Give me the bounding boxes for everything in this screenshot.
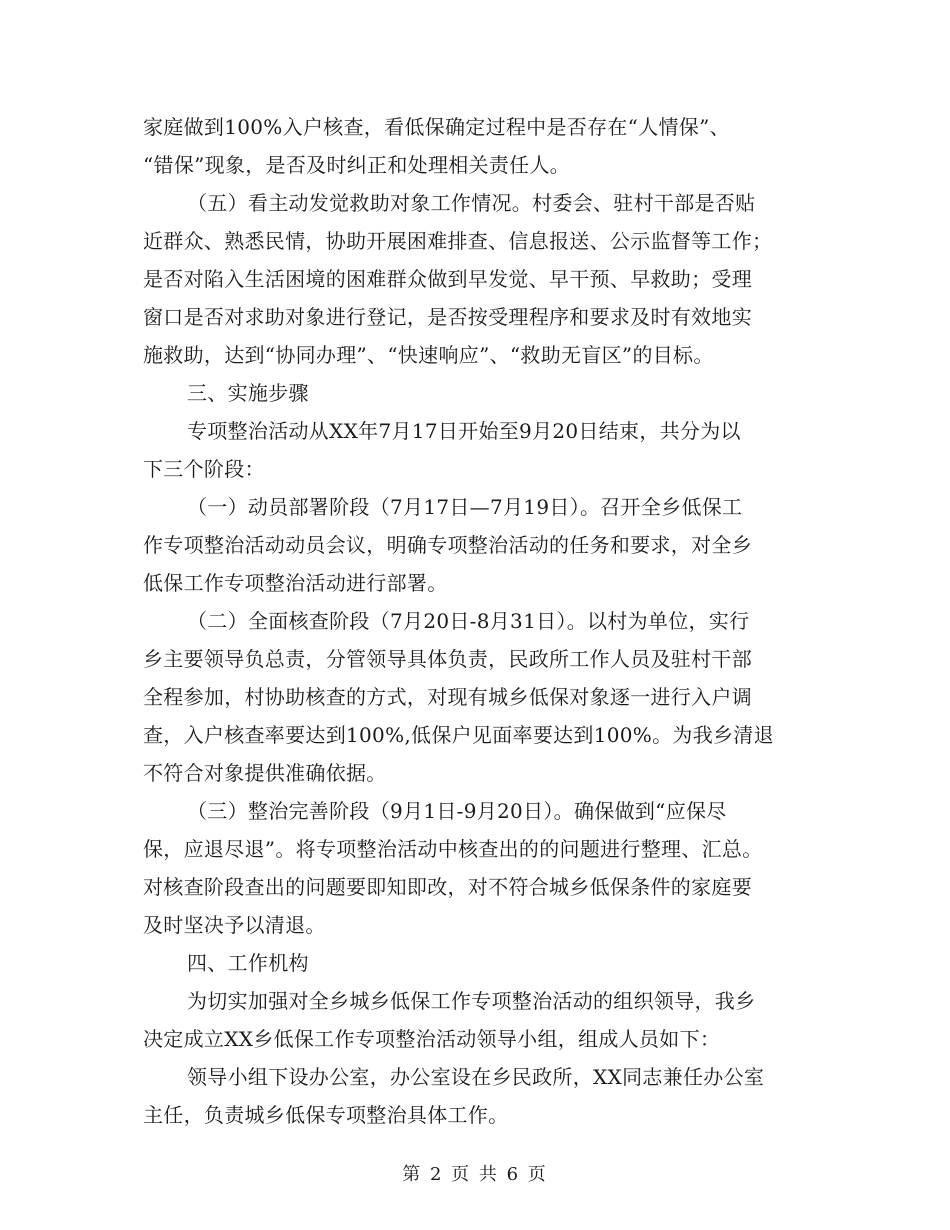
text-line: （五）看主动发觉救助对象工作情况。村委会、驻村干部是否贴 [187, 191, 756, 215]
text-line: “错保”现象，是否及时纠正和处理相关责任人。 [143, 153, 571, 177]
text-line: 家庭做到100%入户核查，看低保确定过程中是否存在“人情保”、 [143, 115, 730, 139]
text-line: （三）整治完善阶段（9月1日-9月20日）。确保做到“应保尽 [187, 799, 727, 823]
text-line: 近群众、熟悉民情，协助开展困难排查、信息报送、公示监督等工作； [143, 229, 773, 253]
text-line: 决定成立XX乡低保工作专项整治活动领导小组，组成人员如下： [143, 1027, 721, 1051]
text-line: 窗口是否对求助对象进行登记，是否按受理程序和要求及时有效地实 [143, 305, 752, 329]
text-line: 主任，负责城乡低保专项整治具体工作。 [143, 1103, 509, 1127]
text-line: 乡主要领导负总责，分管领导具体负责，民政所工作人员及驻村干部 [143, 647, 752, 671]
text-line: 低保工作专项整治活动进行部署。 [143, 571, 448, 595]
text-line: 领导小组下设办公室，办公室设在乡民政所，XX同志兼任办公室 [187, 1065, 765, 1089]
text-line: 施救助，达到“协同办理”、“快速响应”、“救助无盲区”的目标。 [143, 343, 714, 367]
text-line: 及时坚决予以清退。 [143, 913, 326, 937]
text-line: 是否对陷入生活困境的困难群众做到早发觉、早干预、早救助；受理 [143, 267, 752, 291]
text-line: 四、工作机构 [187, 951, 309, 975]
text-line: 查，入户核查率要达到100%,低保户见面率要达到100%。为我乡清退 [143, 723, 774, 747]
page-number-footer: 第 2 页 共 6 页 [402, 1164, 548, 1185]
text-line: 为切实加强对全乡城乡低保工作专项整治活动的组织领导，我乡 [187, 989, 756, 1013]
text-line: 作专项整治活动动员会议，明确专项整治活动的任务和要求，对全乡 [143, 533, 752, 557]
text-line: （二）全面核查阶段（7月20日-8月31日）。以村为单位，实行 [187, 609, 750, 633]
text-line: 全程参加，村协助核查的方式，对现有城乡低保对象逐一进行入户调 [143, 685, 752, 709]
text-line: （一）动员部署阶段（7月17日—7月19日）。召开全乡低保工 [187, 495, 743, 519]
text-line: 下三个阶段： [143, 457, 265, 481]
text-line: 三、实施步骤 [187, 381, 309, 405]
text-line: 对核查阶段查出的问题要即知即改，对不符合城乡低保条件的家庭要 [143, 875, 752, 899]
text-line: 不符合对象提供准确依据。 [143, 761, 387, 785]
text-line: 专项整治活动从XX年7月17日开始至9月20日结束，共分为以 [187, 419, 741, 443]
document-body [143, 108, 808, 1134]
text-line: 保，应退尽退”。将专项整治活动中核查出的的问题进行整理、汇总。 [143, 837, 763, 861]
